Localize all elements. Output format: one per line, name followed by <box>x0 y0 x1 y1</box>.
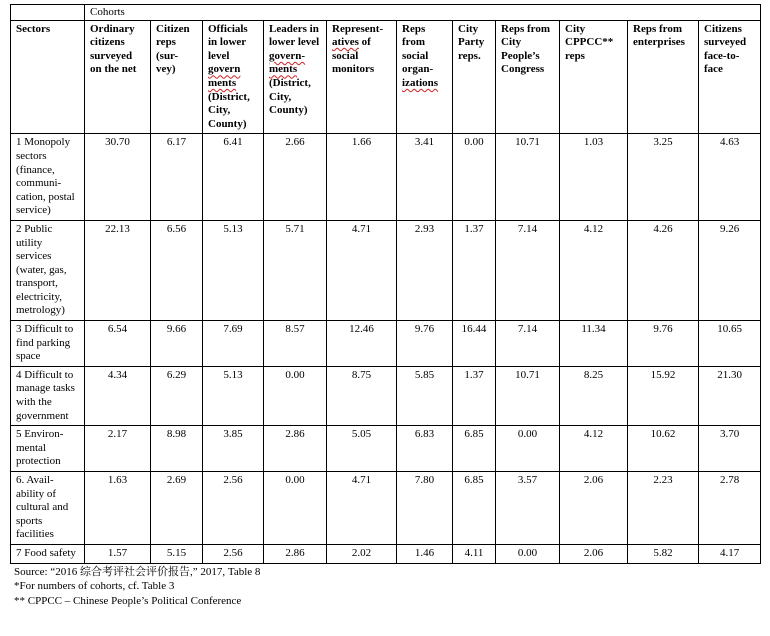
value-cell: 4.26 <box>628 220 699 320</box>
value-cell: 2.78 <box>699 472 761 545</box>
value-cell: 12.46 <box>327 321 397 367</box>
table-row <box>11 544 761 563</box>
value-cell: 5.13 <box>203 366 264 425</box>
cohorts-table <box>10 4 761 564</box>
value-cell: 7.80 <box>397 472 453 545</box>
value-cell: 4.34 <box>85 366 151 425</box>
document-page <box>10 4 760 608</box>
value-cell: 15.92 <box>628 366 699 425</box>
value-cell: 1.03 <box>560 134 628 221</box>
value-cell: 10.71 <box>496 134 560 221</box>
value-cell: 2.66 <box>264 134 327 221</box>
value-cell: 6.56 <box>151 220 203 320</box>
value-cell: 8.25 <box>560 366 628 425</box>
value-cell: 7.14 <box>496 321 560 367</box>
value-cell: 21.30 <box>699 366 761 425</box>
value-cell: 6.85 <box>453 426 496 472</box>
column-header-ordinary-citizens: Ordinary citizens surveyed on the net <box>85 20 151 134</box>
column-header-leaders: Leaders in lower level govern-ments (District, City, County) <box>264 20 327 134</box>
sector-cell: 2 Public utility services (water, gas, transport, electricity, metrology) <box>11 220 85 320</box>
value-cell: 4.17 <box>699 544 761 563</box>
value-cell: 4.12 <box>560 220 628 320</box>
value-cell: 0.00 <box>496 544 560 563</box>
value-cell: 16.44 <box>453 321 496 367</box>
value-cell: 2.69 <box>151 472 203 545</box>
value-cell: 3.85 <box>203 426 264 472</box>
value-cell: 3.57 <box>496 472 560 545</box>
value-cell: 2.02 <box>327 544 397 563</box>
value-cell: 9.66 <box>151 321 203 367</box>
value-cell: 2.86 <box>264 544 327 563</box>
table-row <box>11 220 761 320</box>
value-cell: 7.69 <box>203 321 264 367</box>
value-cell: 2.56 <box>203 472 264 545</box>
value-cell: 6.83 <box>397 426 453 472</box>
column-header-row <box>11 20 761 134</box>
value-cell: 3.41 <box>397 134 453 221</box>
column-header-social-monitors: Represent-atives of social monitors <box>327 20 397 134</box>
value-cell: 5.85 <box>397 366 453 425</box>
value-cell: 6.85 <box>453 472 496 545</box>
column-header-enterprises: Reps from enterprises <box>628 20 699 134</box>
table-row <box>11 321 761 367</box>
column-header-citizen-reps: Citizen reps (sur-vey) <box>151 20 203 134</box>
value-cell: 8.57 <box>264 321 327 367</box>
value-cell: 10.65 <box>699 321 761 367</box>
value-cell: 4.63 <box>699 134 761 221</box>
source-note: Source: “2016 综合考评社会评价报告,” 2017, Table 8 <box>14 565 261 578</box>
table-row <box>11 472 761 545</box>
table-row <box>11 426 761 472</box>
value-cell: 0.00 <box>264 366 327 425</box>
column-header-sectors: Sectors <box>11 20 85 134</box>
value-cell: 8.75 <box>327 366 397 425</box>
value-cell: 1.37 <box>453 220 496 320</box>
value-cell: 10.62 <box>628 426 699 472</box>
value-cell: 1.66 <box>327 134 397 221</box>
column-header-peoples-congress: Reps from City People’s Congress <box>496 20 560 134</box>
value-cell: 4.71 <box>327 472 397 545</box>
column-header-cppcc: City CPPCC** reps <box>560 20 628 134</box>
value-cell: 6.41 <box>203 134 264 221</box>
value-cell: 7.14 <box>496 220 560 320</box>
value-cell: 5.71 <box>264 220 327 320</box>
value-cell: 1.57 <box>85 544 151 563</box>
sector-cell: 6. Avail-ability of cultural and sports facilities <box>11 472 85 545</box>
cohorts-group-header: Cohorts <box>85 5 761 21</box>
value-cell: 2.86 <box>264 426 327 472</box>
value-cell: 8.98 <box>151 426 203 472</box>
footnote-cohorts: *For numbers of cohorts, cf. Table 3 <box>14 580 175 593</box>
table-row <box>11 134 761 221</box>
value-cell: 2.93 <box>397 220 453 320</box>
value-cell: 4.12 <box>560 426 628 472</box>
table-body <box>11 134 761 563</box>
value-cell: 9.76 <box>397 321 453 367</box>
value-cell: 0.00 <box>453 134 496 221</box>
value-cell: 22.13 <box>85 220 151 320</box>
value-cell: 2.06 <box>560 544 628 563</box>
group-header-row <box>11 5 761 21</box>
value-cell: 11.34 <box>560 321 628 367</box>
value-cell: 0.00 <box>496 426 560 472</box>
footnote-cppcc: ** CPPCC – Chinese People’s Political Conference <box>14 594 242 607</box>
value-cell: 1.46 <box>397 544 453 563</box>
column-header-officials: Officials in lower level govern ments (District, City, County) <box>203 20 264 134</box>
value-cell: 1.63 <box>85 472 151 545</box>
value-cell: 9.76 <box>628 321 699 367</box>
sector-cell: 4 Difficult to manage tasks with the government <box>11 366 85 425</box>
value-cell: 10.71 <box>496 366 560 425</box>
sector-cell: 7 Food safety <box>11 544 85 563</box>
value-cell: 6.17 <box>151 134 203 221</box>
value-cell: 2.06 <box>560 472 628 545</box>
value-cell: 1.37 <box>453 366 496 425</box>
value-cell: 30.70 <box>85 134 151 221</box>
column-header-face-to-face: Citizens surveyed face-to-face <box>699 20 761 134</box>
table-notes <box>10 565 760 609</box>
value-cell: 4.71 <box>327 220 397 320</box>
sector-cell: 1 Monopoly sectors (finance, communi-cation, postal service) <box>11 134 85 221</box>
value-cell: 3.25 <box>628 134 699 221</box>
value-cell: 5.15 <box>151 544 203 563</box>
value-cell: 4.11 <box>453 544 496 563</box>
value-cell: 9.26 <box>699 220 761 320</box>
value-cell: 0.00 <box>264 472 327 545</box>
value-cell: 3.70 <box>699 426 761 472</box>
column-header-social-organizations: Reps from social organ-izations <box>397 20 453 134</box>
table-row <box>11 366 761 425</box>
sector-cell: 5 Environ-mental protection <box>11 426 85 472</box>
sector-cell: 3 Difficult to find parking space <box>11 321 85 367</box>
value-cell: 5.05 <box>327 426 397 472</box>
value-cell: 2.23 <box>628 472 699 545</box>
value-cell: 6.54 <box>85 321 151 367</box>
column-header-city-party: City Party reps. <box>453 20 496 134</box>
value-cell: 6.29 <box>151 366 203 425</box>
value-cell: 5.82 <box>628 544 699 563</box>
value-cell: 2.17 <box>85 426 151 472</box>
value-cell: 5.13 <box>203 220 264 320</box>
value-cell: 2.56 <box>203 544 264 563</box>
group-header-empty-cell <box>11 5 85 21</box>
